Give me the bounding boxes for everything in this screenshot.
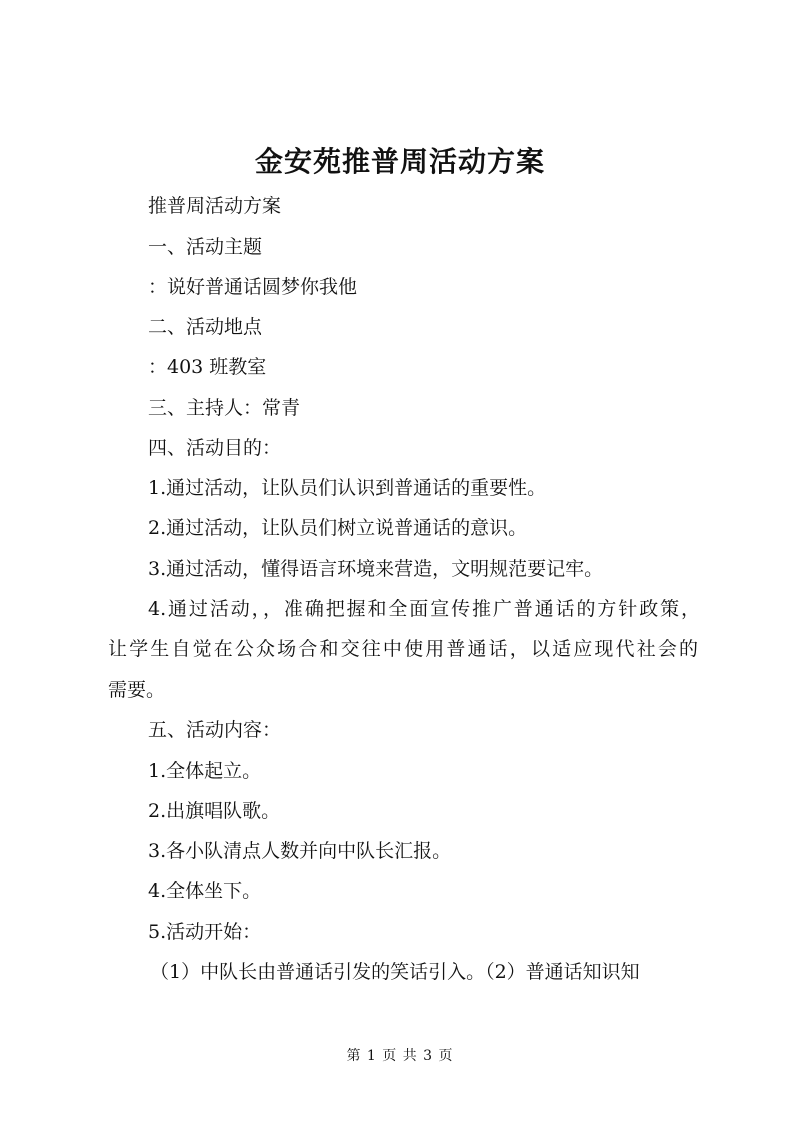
document-title: 金安苑推普周活动方案 [254, 145, 545, 178]
section-heading-host: 三、主持人：常青 [148, 397, 301, 419]
purpose-item-4-line-1: 4.通过活动，，准确把握和全面宣传推广普通话的方针政策， [148, 598, 700, 620]
section-heading-location: 二、活动地点 [148, 316, 263, 338]
purpose-item-2: 2.通过活动，让队员们树立说普通话的意识。 [148, 517, 528, 539]
theme-text: ：说好普通话圆梦你我他 [148, 276, 358, 298]
section-heading-content: 五、活动内容： [148, 719, 282, 741]
location-text: ：403 班教室 [148, 356, 267, 378]
content-item-5: 5.活动开始： [148, 921, 262, 943]
section-heading-purpose: 四、活动目的： [148, 437, 282, 459]
content-item-4: 4.全体坐下。 [148, 880, 262, 902]
purpose-item-4-line-2: 让学生自觉在公众场合和交往中使用普通话，以适应现代社会的 [108, 638, 698, 660]
purpose-item-3: 3.通过活动，懂得语言环境来营造，文明规范要记牢。 [148, 558, 604, 580]
subtitle-line: 推普周活动方案 [148, 195, 282, 217]
purpose-item-4-line-3: 需要。 [108, 679, 166, 701]
content-item-2: 2.出旗唱队歌。 [148, 800, 281, 822]
content-item-1: 1.全体起立。 [148, 760, 262, 782]
section-heading-theme: 一、活动主题 [148, 236, 263, 258]
content-item-5-detail: （1）中队长由普通话引发的笑话引入。（2）普通话知识知 [150, 961, 640, 983]
page-footer: 第 1 页 共 3 页 [346, 1048, 454, 1064]
purpose-item-1: 1.通过活动，让队员们认识到普通话的重要性。 [148, 477, 547, 499]
content-item-3: 3.各小队清点人数并向中队长汇报。 [148, 840, 452, 862]
